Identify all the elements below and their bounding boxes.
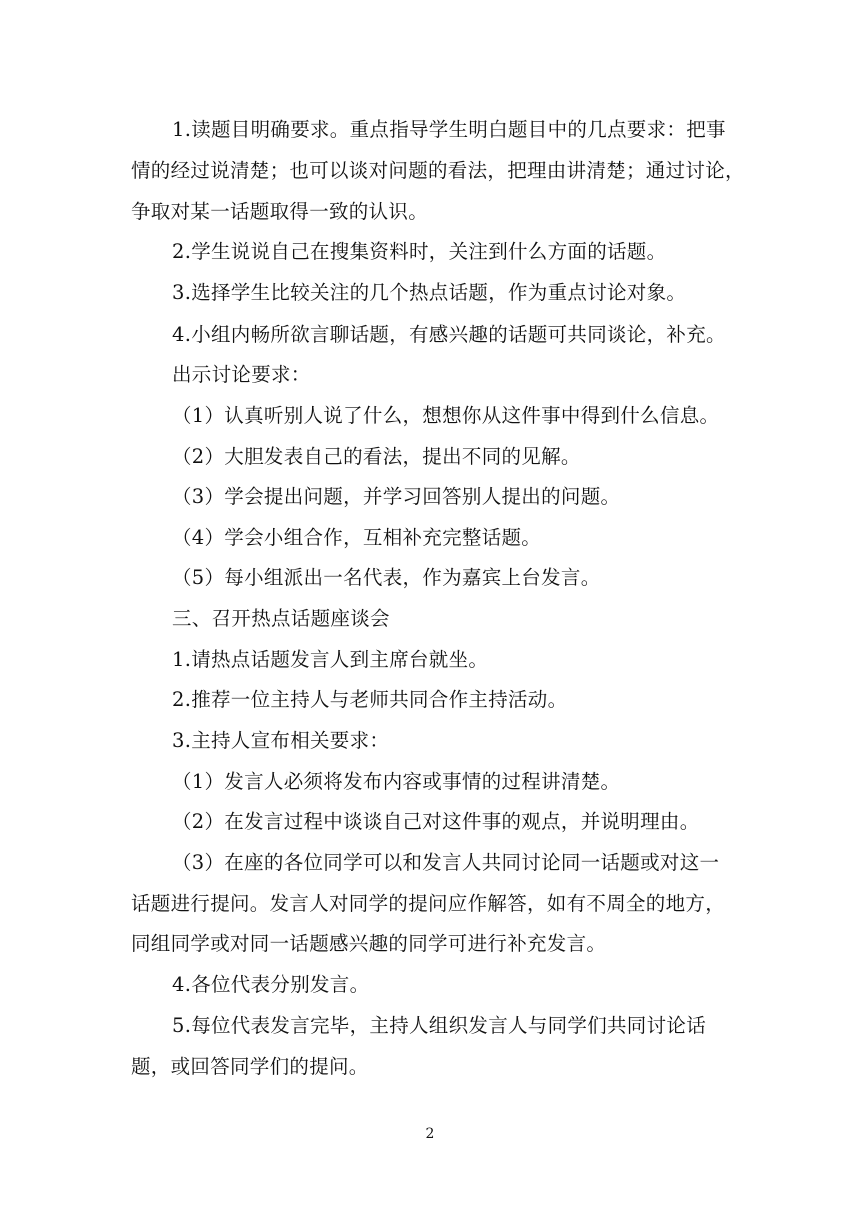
page-number: 2 <box>425 1126 435 1142</box>
text-line: 4.小组内畅所欲言聊话题，有感兴趣的话题可共同谈论，补充。 <box>172 323 726 346</box>
text-line: 5.每位代表发言完毕，主持人组织发言人与同学们共同讨论话 <box>172 1014 707 1037</box>
text-line: （4）学会小组合作，互相补充完整话题。 <box>172 526 542 549</box>
text-line: 1.请热点话题发言人到主席台就坐。 <box>172 648 489 671</box>
text-line: 4.各位代表分别发言。 <box>172 973 370 996</box>
text-line: （3）学会提出问题，并学习回答别人提出的问题。 <box>172 485 621 508</box>
text-line: 情的经过说清楚；也可以谈对问题的看法，把理由讲清楚；通过讨论， <box>131 159 745 182</box>
text-line: 2.学生说说自己在搜集资料时，关注到什么方面的话题。 <box>172 240 667 263</box>
text-line: （2）大胆发表自己的看法，提出不同的见解。 <box>172 445 581 468</box>
text-line: 出示讨论要求： <box>172 363 311 386</box>
text-line: 2.推荐一位主持人与老师共同合作主持活动。 <box>172 688 568 711</box>
text-line: 1.读题目明确要求。重点指导学生明白题目中的几点要求：把事 <box>172 118 726 141</box>
text-line: （1）认真听别人说了什么，想想你从这件事中得到什么信息。 <box>172 404 720 427</box>
text-line: 题，或回答同学们的提问。 <box>131 1055 369 1078</box>
text-line: 3.选择学生比较关注的几个热点话题，作为重点讨论对象。 <box>172 281 687 304</box>
text-line: 话题进行提问。发言人对同学的提问应作解答，如有不周全的地方， <box>131 892 726 915</box>
text-line: 3.主持人宣布相关要求： <box>172 729 390 752</box>
text-line: （2）在发言过程中谈谈自己对这件事的观点，并说明理由。 <box>172 810 700 833</box>
section-heading: 三、召开热点话题座谈会 <box>172 607 390 630</box>
text-line: （5）每小组派出一名代表，作为嘉宾上台发言。 <box>172 566 601 589</box>
text-line: 争取对某一话题取得一致的认识。 <box>131 200 429 223</box>
text-line: 同组同学或对同一话题感兴趣的同学可进行补充发言。 <box>131 932 607 955</box>
text-line: （3）在座的各位同学可以和发言人共同讨论同一话题或对这一 <box>172 851 720 874</box>
text-line: （1）发言人必须将发布内容或事情的过程讲清楚。 <box>172 770 621 793</box>
